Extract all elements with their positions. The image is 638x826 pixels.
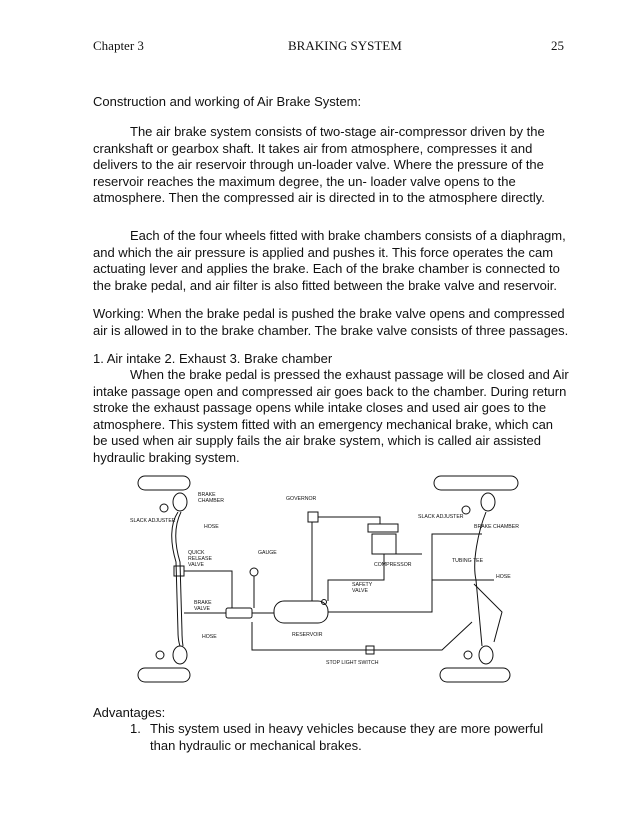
- label-compressor: COMPRESSOR: [374, 562, 412, 568]
- svg-text:RELEASE: RELEASE: [188, 556, 212, 562]
- label-safety-valve: SAFETY: [352, 582, 373, 588]
- label-hose-bottom-left: HOSE: [202, 634, 217, 640]
- label-slack-adjuster-right: SLACK ADJUSTER: [418, 514, 464, 520]
- brake-valve: [226, 608, 252, 618]
- advantages-title: Advantages:: [93, 705, 166, 720]
- tire-rear-right: [440, 668, 510, 682]
- quick-release-valve: [174, 566, 184, 576]
- tire-rear-left: [138, 668, 190, 682]
- hose-right: [475, 512, 486, 646]
- label-hose-right: HOSE: [496, 574, 511, 580]
- tire-front-left: [138, 476, 190, 490]
- svg-text:VALVE: VALVE: [194, 606, 210, 612]
- supply-line-right: [328, 534, 482, 612]
- label-tubing-tee: TUBING TEE: [452, 558, 484, 564]
- air-brake-diagram: [122, 462, 530, 700]
- brake-chamber-right-front: [481, 493, 495, 511]
- governor: [308, 512, 318, 522]
- running-title: BRAKING SYSTEM: [288, 38, 402, 53]
- reservoir: [274, 601, 328, 623]
- label-gauge: GAUGE: [258, 550, 277, 556]
- paragraph-working: Working: When the brake pedal is pushed the brake valve opens and compressed air is allowed in to the brake chamber. The brake valve consists of three passages.: [93, 306, 569, 338]
- svg-text:VALVE: VALVE: [352, 588, 368, 594]
- chapter-label: Chapter 3: [93, 38, 144, 53]
- paragraph-compressor: The air brake system consists of two-stage air-compressor driven by the crankshaft or gearbox shaft. It takes air from atmosphere, compresses it and delivers to the air reservoir through un-loader valve. Where the pressure of the reservoir reaches the maximum degree, the un- loader valve opens to the atmosphere. Then the compressed air is directed in to the atmosphere directly.: [93, 124, 545, 206]
- brake-chamber-left-rear: [173, 646, 187, 664]
- gauge: [250, 568, 258, 576]
- label-quick-release-valve: QUICK: [188, 550, 205, 556]
- brake-chamber-left-front: [173, 493, 187, 511]
- brake-chamber-right-rear: [479, 646, 493, 664]
- section-heading: Construction and working of Air Brake System:: [93, 94, 362, 109]
- label-brake-chamber-left: BRAKE: [198, 492, 216, 498]
- svg-text:VALVE: VALVE: [188, 562, 204, 568]
- label-brake-chamber-right: BRAKE CHAMBER: [474, 524, 519, 530]
- slack-adjuster-left-rear: [156, 651, 164, 659]
- paragraph-operation: When the brake pedal is pressed the exhaust passage will be closed and Air intake passage open and compressed air goes back to the chamber. During return stroke the exhaust passage opens while intake closes and used air goes to the atmosphere. This system fitted with an emergency mechanical brake, which can be used when air supply fails the air brake system, which is called air assisted hydraulic braking system.: [93, 367, 569, 465]
- slack-adjuster-right-rear: [464, 651, 472, 659]
- slack-adjuster-left-front: [160, 504, 168, 512]
- advantage-number: 1.: [130, 721, 141, 736]
- label-reservoir: RESERVOIR: [292, 632, 323, 638]
- compressor: [372, 534, 396, 554]
- passages-list: 1. Air intake 2. Exhaust 3. Brake chamber: [93, 351, 333, 366]
- label-brake-valve: BRAKE: [194, 600, 212, 606]
- paragraph-brake-chambers: Each of the four wheels fitted with brake chambers consists of a diaphragm, and which the air pressure is applied and pushes it. This force operates the cam actuating lever and applies the brake. Each of the brake chamber is connected to the brake pedal, and air filter is also fitted between the brake valve and reservoir.: [93, 228, 566, 293]
- label-stop-light-switch: STOP LIGHT SWITCH: [326, 660, 379, 666]
- label-governor: GOVERNOR: [286, 496, 317, 502]
- slack-adjuster-right-front: [462, 506, 470, 514]
- advantage-text: This system used in heavy vehicles because they are more powerful than hydraulic or mechanical brakes.: [150, 721, 544, 753]
- label-hose-top-left: HOSE: [204, 524, 219, 530]
- svg-text:CHAMBER: CHAMBER: [198, 498, 224, 504]
- tire-front-right: [434, 476, 518, 490]
- label-slack-adjuster-left: SLACK ADJUSTER: [130, 518, 176, 524]
- page-number: 25: [551, 38, 564, 53]
- advantage-item: [130, 720, 570, 754]
